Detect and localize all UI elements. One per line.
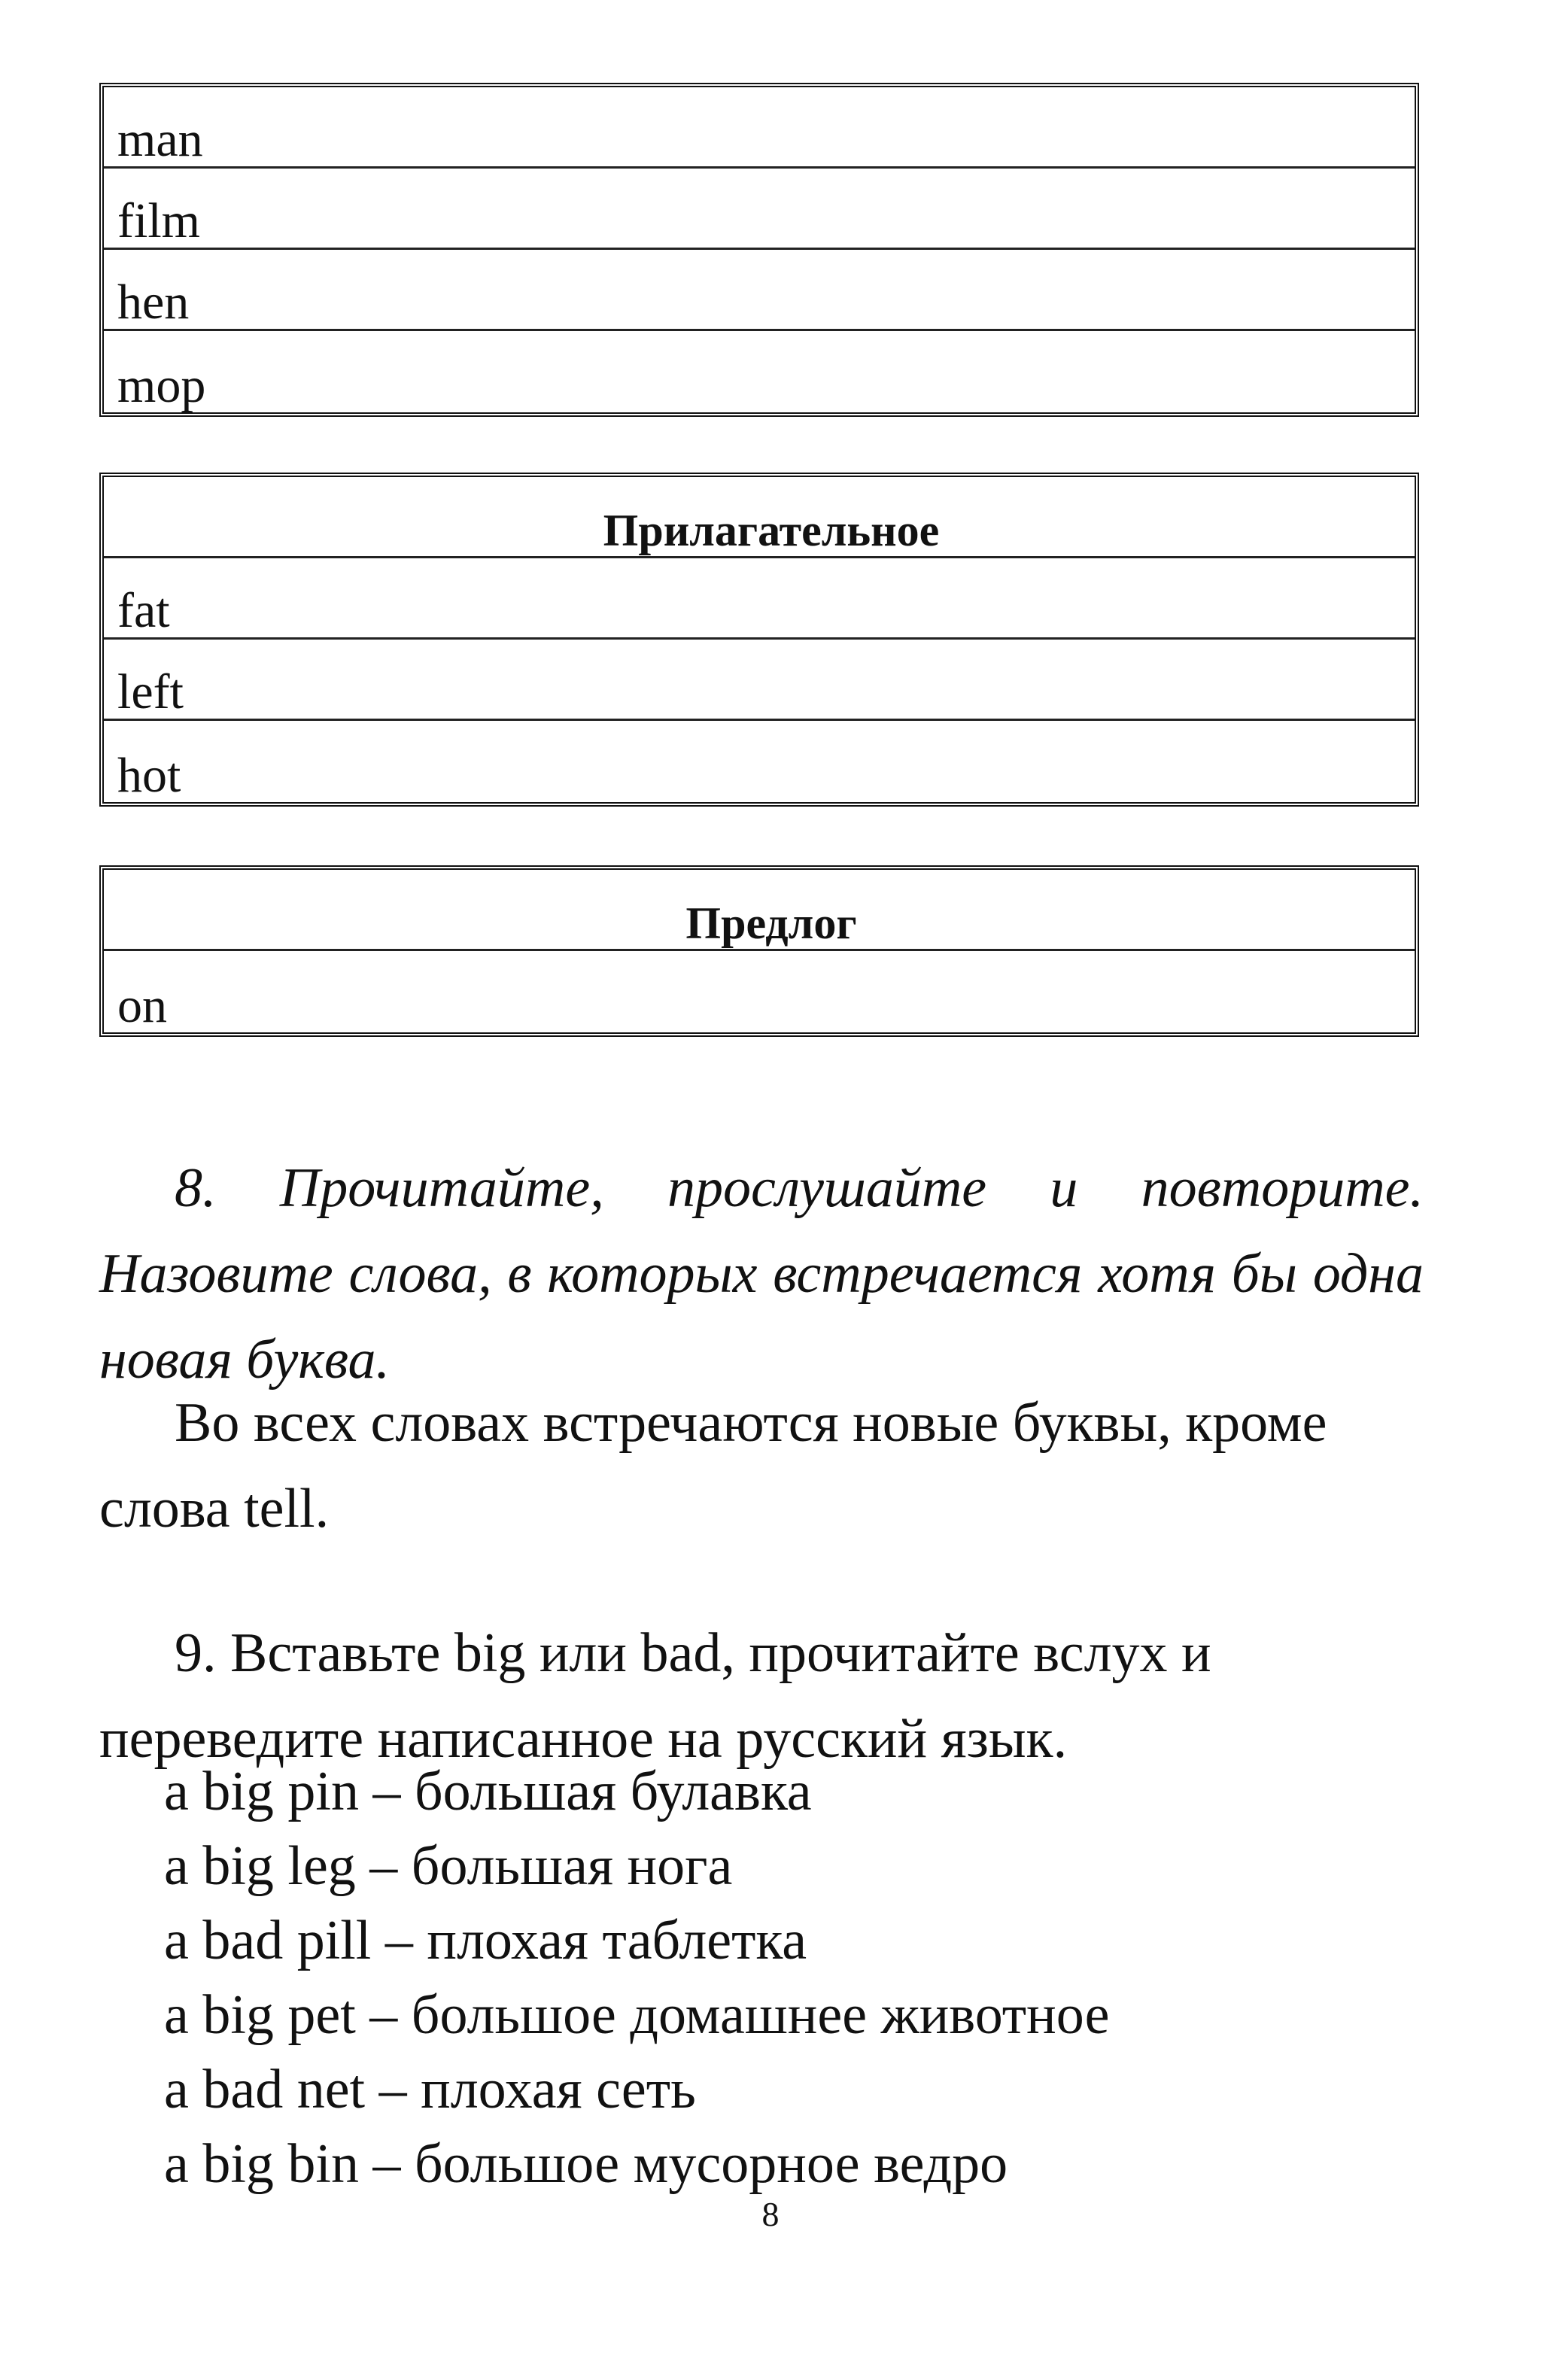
preposition-header-row <box>104 870 1415 951</box>
answer-line: a bad net – плохая сеть <box>164 2059 696 2120</box>
exercise-8-answer: Во всех словах встречаются новые буквы, кроме слова tell. <box>99 1392 1327 1540</box>
noun-word: mop <box>117 361 210 411</box>
adjective-word: fat <box>117 586 175 636</box>
answer-line: a big pet – большое домашнее животное <box>164 1984 1110 2046</box>
answer-line: a big pin – большая булавка <box>164 1761 812 1822</box>
answer-line: a bad pill – плохая таблетка <box>164 1910 807 1971</box>
adjective-table-header: Прилагательное <box>603 506 940 555</box>
preposition-table <box>99 865 1419 1037</box>
adjective-table <box>99 473 1419 807</box>
answer-line: a big bin – большое мусорное ведро <box>164 2133 1008 2195</box>
preposition-row <box>104 951 1415 1032</box>
noun-word: man <box>117 115 208 165</box>
exercise-9-answers <box>164 1755 1109 2202</box>
exercise-9-task: 9. Вставьте big или bad, прочитайте вслух и переведите написанное на русский язык. <box>99 1622 1211 1770</box>
answer-line: a big leg – большая нога <box>164 1835 733 1897</box>
noun-word: hen <box>117 278 193 327</box>
adjective-row <box>104 721 1415 802</box>
adjective-header-row <box>104 477 1415 558</box>
preposition-word: on <box>117 981 172 1031</box>
adjective-row <box>104 558 1415 640</box>
adjective-word: left <box>117 667 188 717</box>
page-number: 8 <box>761 2195 780 2233</box>
noun-row <box>104 331 1415 412</box>
noun-row <box>104 250 1415 331</box>
adjective-word: hot <box>117 751 185 801</box>
adjective-row <box>104 640 1415 721</box>
exercise-8-task: 8. Прочитайте, прослушайте и повторите. Назовите слова, в которых встречается хотя бы одна новая буква. <box>99 1157 1424 1391</box>
noun-word: film <box>117 196 205 246</box>
noun-row <box>104 169 1415 250</box>
noun-row <box>104 87 1415 169</box>
noun-table <box>99 83 1419 417</box>
preposition-table-header: Предлог <box>685 898 857 948</box>
